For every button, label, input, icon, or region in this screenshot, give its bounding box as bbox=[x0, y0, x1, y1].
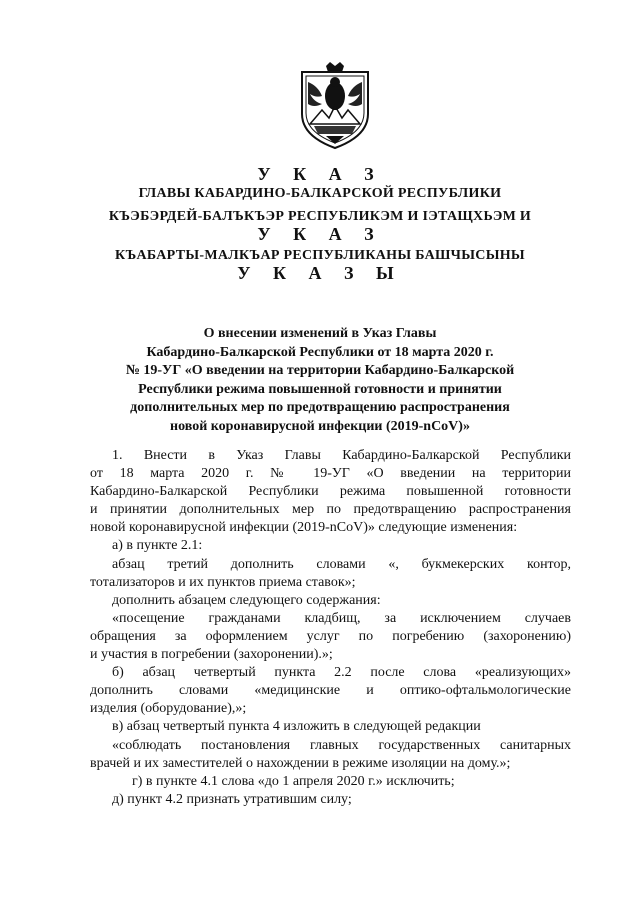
header-ukaz-1: У К А З bbox=[257, 164, 383, 184]
title-line: О внесении изменений в Указ Главы bbox=[203, 326, 437, 341]
paragraph-line: «соблюдать постановления главных государственных санитарных bbox=[112, 737, 571, 753]
title-line: Республики режима повышенной готовности и принятии bbox=[138, 381, 502, 397]
header-line-2: КЪЭБЭРДЕЙ-БАЛЪКЪЭР РЕСПУБЛИКЭМ И ІЭТАЩХЬЭМ И bbox=[108, 209, 532, 224]
title-line: дополнительных мер по предотвращению распространения bbox=[130, 400, 510, 416]
item-v: в) абзац четвертый пункта 4 изложить в следующей редакции bbox=[112, 719, 481, 735]
header-ukaz-2: У К А З bbox=[257, 224, 383, 244]
paragraph-line: и участия в погребении (захоронении).»; bbox=[90, 647, 333, 663]
item-b: б) абзац четвертый пункта 2.2 после слова «реализующих» bbox=[112, 665, 571, 681]
title-line: новой коронавирусной инфекции (2019-nCoV)» bbox=[170, 418, 470, 434]
item-d: д) пункт 4.2 признать утратившим силу; bbox=[112, 791, 352, 807]
paragraph-line: новой коронавирусной инфекции (2019-nCoV)» следующие изменения: bbox=[90, 520, 518, 536]
paragraph-line: дополнить словами «медицинские и оптико-офтальмологические bbox=[90, 683, 571, 699]
header-ukaz-3: У К А З Ы bbox=[237, 263, 403, 283]
paragraph-line: абзац третий дополнить словами «, букмекерских контор, bbox=[112, 556, 571, 572]
header-line-3: КЪАБАРТЫ-МАЛКЪАР РЕСПУБЛИКАНЫ БАШЧЫСЫНЫ bbox=[115, 248, 525, 263]
item-g: г) в пункте 4.1 слова «до 1 апреля 2020 г.» исключить; bbox=[132, 773, 455, 789]
paragraph-line: и принятии дополнительных мер по предотвращению распространения bbox=[90, 502, 571, 518]
paragraph-line: Кабардино-Балкарской Республики режима повышенной готовности bbox=[90, 484, 571, 500]
document-body bbox=[90, 447, 571, 809]
coat-of-arms-emblem bbox=[296, 62, 374, 150]
paragraph-line: дополнить абзацем следующего содержания: bbox=[112, 592, 381, 608]
header-line-1: ГЛАВЫ КАБАРДИНО-БАЛКАРСКОЙ РЕСПУБЛИКИ bbox=[138, 186, 502, 201]
paragraph-line: 1. Внести в Указ Главы Кабардино-Балкарской Республики bbox=[112, 448, 571, 463]
paragraph-line: обращения за оформлением услуг по погребению (захоронению) bbox=[90, 628, 571, 644]
document-title bbox=[90, 325, 550, 437]
paragraph-line: тотализаторов и их пунктов приема ставок»; bbox=[90, 574, 356, 590]
paragraph-line: врачей и их заместителей о нахождении в режиме изоляции на дому.»; bbox=[90, 755, 511, 771]
paragraph-line: «посещение гражданами кладбищ, за исключением случаев bbox=[112, 610, 571, 626]
title-line: Кабардино-Балкарской Республики от 18 марта 2020 г. bbox=[146, 344, 494, 360]
paragraph-line: изделия (оборудование),»; bbox=[90, 701, 247, 717]
item-a: а) в пункте 2.1: bbox=[112, 538, 203, 554]
paragraph-line: от 18 марта 2020 г. № 19-УГ «О введении на территории bbox=[90, 466, 571, 482]
title-line: № 19-УГ «О введении на территории Кабардино-Балкарской bbox=[125, 363, 515, 379]
